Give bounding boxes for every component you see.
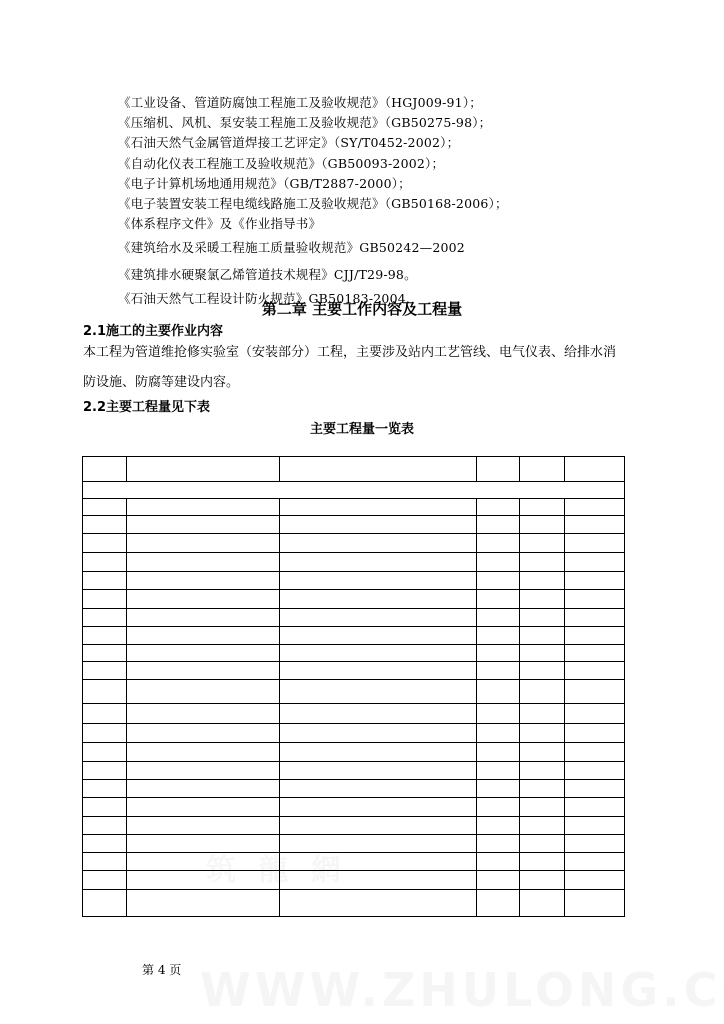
standard-item: 《建筑排水硬聚氯乙烯管道技术规程》CJJ/T29-98。 bbox=[118, 266, 417, 282]
table-row-line bbox=[83, 797, 624, 798]
chapter-title: 第二章 主要工作内容及工程量 bbox=[261, 300, 463, 318]
table-row-line bbox=[83, 852, 624, 853]
standard-item: 《石油天然气工程设计防火规范》GB50183-2004. bbox=[118, 290, 411, 306]
table-row-line bbox=[83, 626, 624, 627]
standard-item: 《建筑给水及采暖工程施工质量验收规范》GB50242—2002 bbox=[118, 240, 465, 256]
table-column-line bbox=[476, 457, 477, 481]
table-caption: 主要工程量一览表 bbox=[309, 422, 414, 437]
table-row-line bbox=[83, 644, 624, 645]
table-row-line bbox=[83, 498, 624, 499]
section-heading-2-2: 2.2主要工程量见下表 bbox=[83, 400, 211, 415]
standard-item: 《电子装置安装工程电缆线路施工及验收规范》（GB50168-2006）； bbox=[118, 196, 508, 212]
section-body-2-1: 本工程为管道维抢修实验室（安装部分）工程，主要涉及站内工艺管线、电气仪表、给排水消防设施、防腐等建设内容。 bbox=[83, 345, 617, 390]
standard-item: 《压缩机、风机、泵安装工程施工及验收规范》（GB50275-98）； bbox=[118, 115, 492, 131]
standards-list bbox=[118, 93, 678, 309]
table-row-line bbox=[83, 779, 624, 780]
table-column-line bbox=[564, 498, 565, 916]
standard-item: 《工业设备、管道防腐蚀工程施工及验收规范》（HGJ009-91）； bbox=[118, 95, 482, 110]
standard-item: 《自动化仪表工程施工及验收规范》（GB50093-2002）； bbox=[118, 155, 445, 171]
table-row-line bbox=[83, 661, 624, 662]
standard-item: 《体系程序文件》及《作业指导书》 bbox=[118, 216, 322, 232]
table-column-line bbox=[564, 457, 565, 481]
table-row-line bbox=[83, 515, 624, 516]
table-row-line bbox=[83, 481, 624, 482]
table-row-line bbox=[83, 761, 624, 762]
table-column-line bbox=[126, 498, 127, 916]
section-heading-2-1: 2.1施工的主要作业内容 bbox=[83, 324, 224, 339]
table-row-line bbox=[83, 679, 624, 680]
table-row-line bbox=[83, 571, 624, 572]
table-column-line bbox=[519, 498, 520, 916]
table-row-line bbox=[83, 816, 624, 817]
table-row-line bbox=[83, 870, 624, 871]
table-row-line bbox=[83, 834, 624, 835]
quantities-table bbox=[82, 456, 625, 917]
table-column-line bbox=[519, 457, 520, 481]
table-row-line bbox=[83, 703, 624, 704]
table-row-line bbox=[83, 589, 624, 590]
table-row-line bbox=[83, 723, 624, 724]
table-row-line bbox=[83, 552, 624, 553]
table-row-line bbox=[83, 533, 624, 534]
table-row-line bbox=[83, 742, 624, 743]
watermark-logo-text bbox=[206, 845, 347, 889]
table-row-line bbox=[83, 889, 624, 890]
table-row-line bbox=[83, 608, 624, 609]
watermark-url bbox=[200, 963, 724, 1017]
standard-item: 《石油天然气金属管道焊接工艺评定》（SY/T0452-2002）； bbox=[118, 135, 460, 151]
table-column-line bbox=[126, 457, 127, 481]
table-column-line bbox=[476, 498, 477, 916]
page-number: 第 4 页 bbox=[142, 963, 182, 977]
standard-item: 《电子计算机场地通用规范》（GB/T2887-2000）； bbox=[118, 175, 411, 191]
table-column-line bbox=[279, 457, 280, 481]
